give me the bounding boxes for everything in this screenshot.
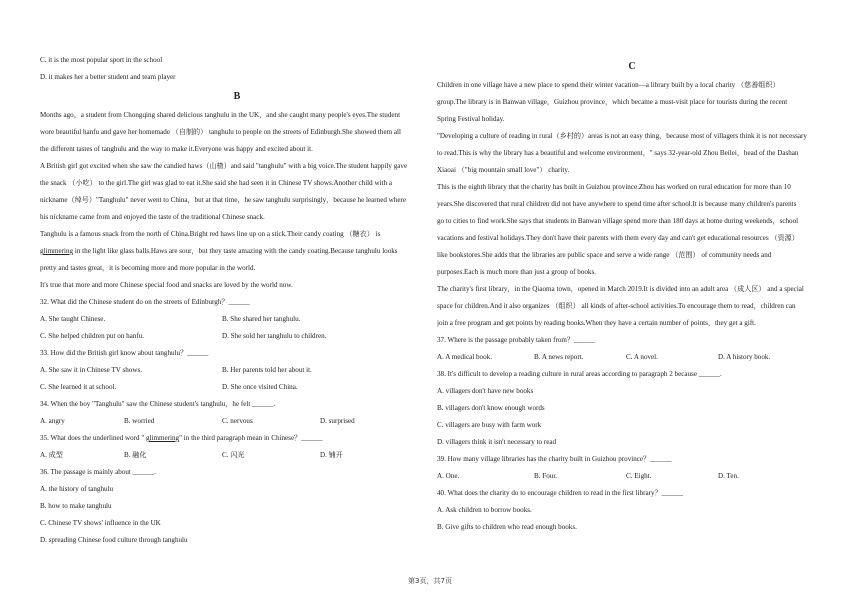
option-d[interactable]: D. She sold her tanghulu to children. [222, 332, 327, 340]
question-stem: 33. How did the British girl know about tanghulu？______ [40, 349, 209, 357]
options-row [40, 328, 434, 345]
section-b-title: B [233, 91, 241, 102]
passage-line: This is the eighth library that the charity has built in Guizhou province.Zhou has worked on rural education for more than 10 [437, 183, 791, 191]
section-c-title: C [628, 61, 636, 72]
right-column [437, 52, 827, 536]
option-a[interactable]: A. She saw it in Chinese TV shows. [40, 366, 143, 374]
question-32 [40, 294, 434, 345]
option-a[interactable]: A. One. [437, 472, 460, 480]
option-a[interactable]: A. She taught Chinese. [40, 315, 106, 323]
question-stem: 36. The passage is mainly about ______. [40, 468, 156, 476]
question-stem [40, 430, 434, 447]
option-b[interactable]: B. Her parents told her about it. [222, 366, 312, 374]
question-stem: 39. How many village libraries has the charity built in Guizhou province？______ [437, 455, 672, 463]
options-row [437, 468, 827, 485]
question-33 [40, 345, 434, 396]
passage-line: the different tastes of tanghulu and the way to make it.Everyone was happy and excited about it. [40, 145, 313, 153]
passage-line: "Developing a culture of reading in rural（乡村的）areas is not an easy thing，because most of villagers think it is not necessary [437, 132, 807, 140]
passage-line: nickname（绰号）"Tanghulu" never went to China，but at that time，he saw tanghulu surprisingly，because he learned where [40, 196, 406, 204]
options-row [40, 362, 434, 379]
option-d-prev: D. it makes her a better student and team player [40, 73, 176, 81]
option-d[interactable]: D. spreading Chinese food culture through tanghulu [40, 536, 188, 544]
passage-line: like bookstores.She adds that the libraries are public space and serve a wide range （范围） of community needs and [437, 251, 772, 259]
option-a[interactable]: A. angry [40, 417, 65, 425]
option-c-prev: C. it is the most popular sport in the school [40, 56, 163, 64]
option-d[interactable]: D. 铺开 [320, 451, 343, 459]
passage-line: Children in one village have a new place to spend their winter vacation—a library built by a local charity （慈善组织） [437, 81, 780, 89]
passage-line: space for children.And it also organizes （组织） all kinds of after-school activities.To encourage them to read，children can [437, 302, 796, 310]
question-40 [437, 485, 827, 536]
passage-line: Months ago，a student from Chongqing shared delicious tanghulu in the UK，and she caught many people's eyes.The student [40, 111, 401, 119]
left-column [40, 52, 434, 549]
passage-b [40, 107, 434, 294]
passage-line: go to cities to find work.She says that students in Banwan village spend more than 180 days at home during weekends，school [437, 217, 799, 225]
option-b[interactable]: B. villagers don't know enough words [437, 404, 545, 412]
option-a[interactable]: A. the history of tanghulu [40, 485, 114, 493]
option-b[interactable]: B. worried [124, 417, 155, 425]
passage-line: Spring Festival holiday. [437, 115, 505, 123]
question-stem: 38. It's difficult to develop a reading culture in rural areas according to paragraph 2 because ______. [437, 370, 722, 378]
option-d[interactable]: D. Ten. [718, 472, 739, 480]
option-c[interactable]: C. 闪光 [222, 451, 245, 459]
options-row [40, 311, 434, 328]
question-stem: 40. What does the charity do to encourage children to read in the first library？______ [437, 489, 683, 497]
passage-line: join a free program and get points by reading books.When they have a certain number of points，they get a gift. [437, 319, 756, 327]
stem-text: 35. What does the underlined word " [40, 434, 146, 442]
question-stem: 32. What did the Chinese student do on the streets of Edinburgh？______ [40, 298, 250, 306]
option-a[interactable]: A. A medical book. [437, 353, 492, 361]
option-c[interactable]: C. She learned it at school. [40, 383, 117, 391]
option-d[interactable]: D. She once visited China. [222, 383, 298, 391]
option-b[interactable]: B. Give gifts to children who read enough books. [437, 523, 577, 531]
option-c[interactable]: C. Eight. [626, 472, 652, 480]
passage-line: Xiaoai （"big mountain small love"） charity. [437, 166, 570, 174]
passage-line: to read.This is why the library has a beautiful and welcome environment，" says 32-year-old Zhou Beilei，head of the Dashan [437, 149, 799, 157]
option-a[interactable]: A. villagers don't have new books [437, 387, 534, 395]
option-d[interactable]: D. A history book. [718, 353, 771, 361]
question-36 [40, 464, 434, 549]
option-c[interactable]: C. A novel. [626, 353, 658, 361]
passage-line: pretty and tastes great，it is becoming more and more popular in the world. [40, 264, 256, 272]
passage-text: in the light like glass balls.Haws are sour，but they taste amazing with the candy coating.Because tanghulu looks [73, 247, 398, 255]
passage-line: his nickname came from and enjoyed the taste of the traditional Chinese snack. [40, 213, 265, 221]
option-c[interactable]: C. Chinese TV shows' influence in the UK [40, 519, 161, 527]
question-39 [437, 451, 827, 485]
question-stem: 34. When the boy "Tanghulu" saw the Chinese student's tanghulu，he felt ______. [40, 400, 276, 408]
passage-line: vacations and festival holidays.They don't have their parents with them every day and can't get educational resources （资源） [437, 234, 799, 242]
passage-line: It's true that more and more Chinese special food and snacks are loved by the world now. [40, 281, 293, 289]
option-c[interactable]: C. nervous [222, 417, 253, 425]
passage-line: Tanghulu is a famous snack from the north of China.Bright red haws line up on a stick.Their candy coating （糖衣） is [40, 230, 381, 238]
passage-line [40, 243, 434, 260]
option-a[interactable]: A. Ask children to borrow books. [437, 506, 532, 514]
stem-text: " in the third paragraph mean in Chinese？______ [179, 434, 323, 442]
passage-line: purposes.Each is much more than just a group of books. [437, 268, 596, 276]
underlined-word: glimmering [146, 434, 180, 442]
passage-line: the snack （小吃） to the girl.The girl was glad to eat it.She said she had seen it in Chinese TV shows.Another child with a [40, 179, 392, 187]
option-c[interactable]: C. She helped children put on hanfu. [40, 332, 145, 340]
options-row [40, 379, 434, 396]
passage-line: years.She discovered that rural children did not have anywhere to spend time after school.It is because many children's parents [437, 200, 797, 208]
question-34 [40, 396, 434, 430]
page-number: 第3页，共7页 [408, 577, 452, 585]
question-37 [437, 332, 827, 366]
options-row [40, 447, 434, 464]
question-38 [437, 366, 827, 451]
underlined-word: glimmering [40, 247, 74, 255]
option-b[interactable]: B. Four. [534, 472, 558, 480]
options-row [40, 413, 434, 430]
question-stem: 37. Where is the passage probably taken from？______ [437, 336, 596, 344]
option-a[interactable]: A. 成型 [40, 451, 63, 459]
passage-line: The charity's first library，in the Qiaoma town，opened in March 2019.It is divided into an adult area （成人区） and a special [437, 285, 804, 293]
options-row [437, 349, 827, 366]
option-b[interactable]: B. how to make tanghulu [40, 502, 112, 510]
passage-line: A British girl got excited when she saw the candied haws（山楂）and said "tanghulu" with a big voice.The student happily gave [40, 162, 408, 170]
option-b[interactable]: B. A news report. [534, 353, 584, 361]
option-b[interactable]: B. 融化 [124, 451, 147, 459]
passage-c [437, 77, 827, 332]
option-d[interactable]: D. surprised [320, 417, 355, 425]
option-d[interactable]: D. villagers think it isn't necessary to read [437, 438, 557, 446]
passage-line: wore beautiful hanfu and gave her homemade （自制的） tanghulu to people on the streets of Edinburgh.She showed them all [40, 128, 401, 136]
option-c[interactable]: C. villagers are busy with farm work [437, 421, 542, 429]
option-b[interactable]: B. She shared her tanghulu. [222, 315, 301, 323]
passage-line: group.The library is in Banwan village，Guizhou province，which became a must-visit place for tourists during the recent [437, 98, 788, 106]
question-35 [40, 430, 434, 464]
